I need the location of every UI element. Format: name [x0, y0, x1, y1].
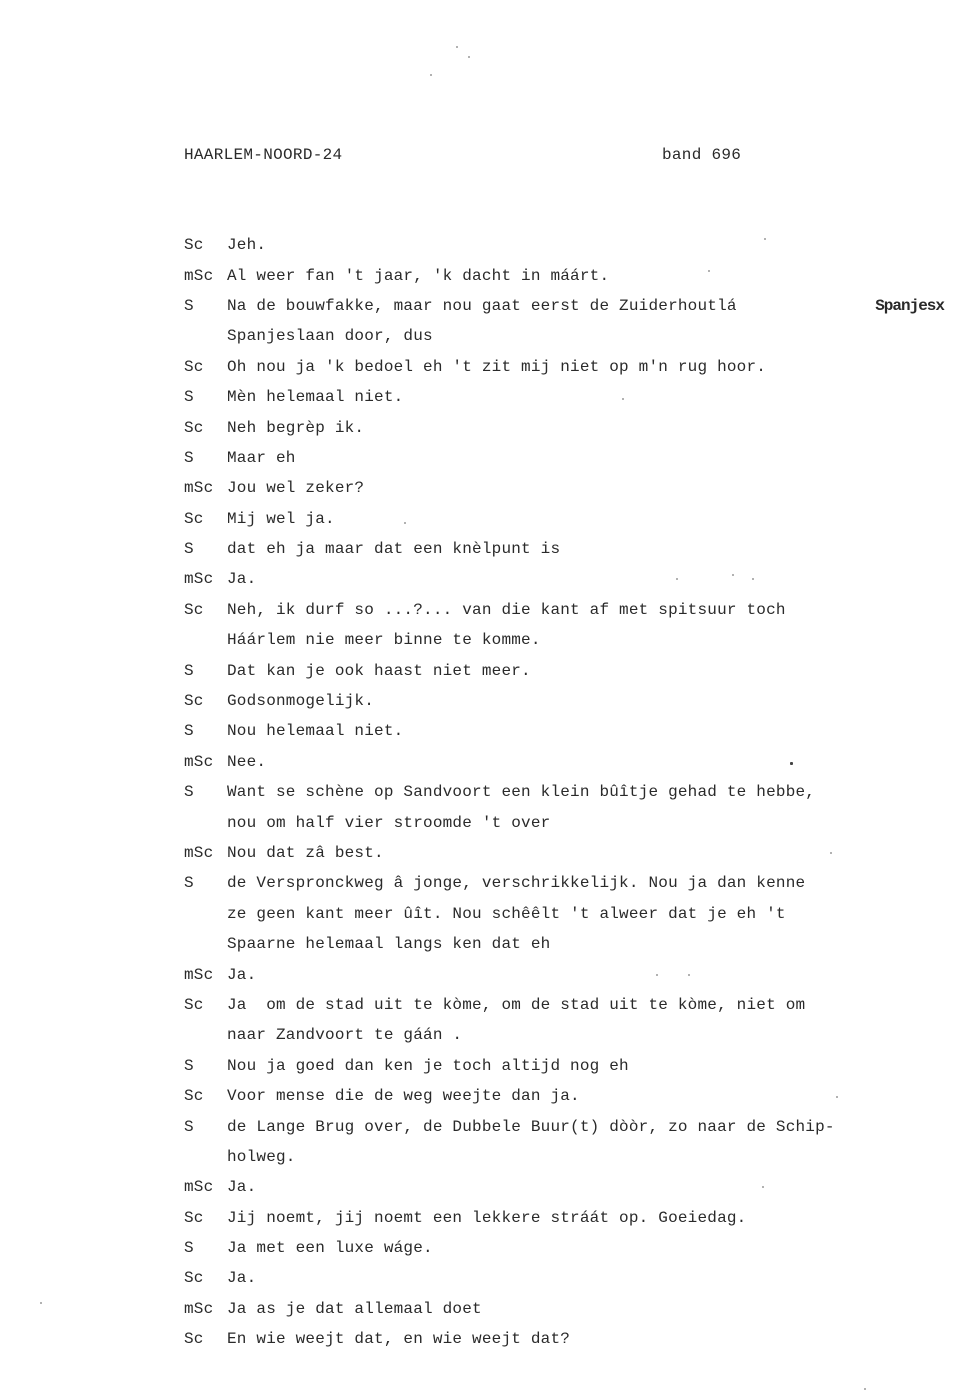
utterance-text: Nou dat zâ best.	[227, 844, 384, 862]
scan-speck	[764, 238, 766, 240]
speaker-label: S	[184, 1056, 194, 1075]
transcript-line	[184, 534, 944, 564]
transcript-line	[184, 382, 944, 412]
document-title: HAARLEM-NOORD-24	[184, 146, 343, 164]
speaker-label: mSc	[184, 752, 214, 771]
transcript-line	[184, 1172, 944, 1202]
transcript-line	[184, 868, 944, 898]
transcript-line	[184, 1111, 944, 1141]
speaker-label: Sc	[184, 418, 204, 437]
transcript-line	[184, 321, 944, 351]
speaker-label: S	[184, 448, 194, 467]
speaker-label: mSc	[184, 570, 214, 589]
utterance-text: Spaarne helemaal langs ken dat eh	[227, 935, 551, 954]
transcript-line	[184, 686, 944, 716]
transcript-line	[184, 1051, 944, 1081]
scan-speck	[468, 56, 470, 58]
speaker-label: mSc	[184, 1178, 214, 1197]
scan-speck	[456, 46, 458, 48]
scan-speck	[752, 578, 754, 580]
transcript-line	[184, 412, 944, 442]
utterance-text: Ja om de stad uit te kòme, om de stad uit te kòme, niet om	[227, 995, 806, 1014]
utterance-text: ze geen kant meer ûît. Nou schêêlt 't alweer dat je eh 't	[227, 904, 786, 923]
utterance-text: Nou helemaal niet.	[227, 722, 404, 741]
utterance-text: Mij wel ja.	[227, 509, 335, 528]
transcript-line	[184, 747, 944, 777]
transcript-line	[184, 352, 944, 382]
speaker-label: Sc	[184, 600, 204, 619]
utterance-text: Al weer fan 't jaar, 'k dacht in máárt.	[227, 266, 610, 285]
utterance-text: Jij noemt, jij noemt een lekkere stráát op. Goeiedag.	[227, 1208, 747, 1227]
utterance-text: Ja.	[227, 570, 257, 589]
scan-speck	[656, 974, 658, 976]
utterance-text: Ja.	[227, 1178, 257, 1197]
utterance-text: Ja.	[227, 1269, 257, 1288]
utterance-text: Voor mense die de weg weejte dan ja.	[227, 1087, 580, 1106]
speaker-label: Sc	[184, 1208, 204, 1227]
speaker-label: Sc	[184, 1269, 204, 1288]
utterance-text: Ja met een luxe wáge.	[227, 1239, 433, 1258]
transcript-line	[184, 564, 944, 594]
transcript-line	[184, 625, 944, 655]
speaker-label: Sc	[184, 509, 204, 528]
utterance-text: Oh nou ja 'k bedoel eh 't zit mij niet op m'n rug hoor.	[227, 357, 767, 376]
scan-speck	[864, 1388, 866, 1390]
transcript-line	[184, 291, 944, 321]
struck-out-text: Spanjesx	[875, 296, 944, 315]
speaker-label: S	[184, 388, 194, 407]
utterance-text: Jeh.	[227, 236, 267, 255]
speaker-label: S	[184, 1117, 194, 1136]
scan-speck	[708, 270, 710, 272]
transcript-line	[184, 504, 944, 534]
utterance-text: Maar eh	[227, 448, 296, 467]
speaker-label: Sc	[184, 357, 204, 376]
utterance-text: Mèn helemaal niet.	[227, 388, 404, 407]
transcript-line	[184, 1142, 944, 1172]
scan-speck	[836, 1096, 838, 1098]
scan-speck	[404, 522, 406, 524]
speaker-label: mSc	[184, 479, 214, 498]
speaker-label: Sc	[184, 995, 204, 1014]
transcript-line	[184, 990, 944, 1020]
scan-speck	[790, 762, 793, 765]
speaker-label: Sc	[184, 692, 204, 711]
speaker-label: Sc	[184, 1330, 204, 1349]
utterance-text: de Lange Brug over, de Dubbele Buur(t) dòòr, zo naar de Schip-	[227, 1117, 835, 1136]
transcript-line	[184, 443, 944, 473]
utterance-text: Neh begrèp ik.	[227, 418, 365, 437]
transcript-line	[184, 655, 944, 685]
utterance-text: Jou wel zeker?	[227, 479, 365, 498]
transcript-line	[184, 899, 944, 929]
transcript-line	[184, 1020, 944, 1050]
utterance-text: Ja.	[227, 965, 257, 984]
utterance-text: dat eh ja maar dat een knèlpunt is	[227, 540, 561, 559]
transcript-line	[184, 595, 944, 625]
utterance-text: naar Zandvoort te gáán .	[227, 1026, 463, 1045]
speaker-label: S	[184, 783, 194, 802]
scan-speck	[430, 74, 432, 76]
speaker-label: Sc	[184, 1087, 204, 1106]
utterance-text: Nou ja goed dan ken je toch altijd nog eh	[227, 1056, 629, 1075]
speaker-label: S	[184, 1239, 194, 1258]
scan-speck	[762, 1186, 764, 1188]
utterance-text: Dat kan je ook haast niet meer.	[227, 661, 531, 680]
utterance-text: nou om half vier stroomde 't over	[227, 813, 551, 832]
speaker-label: S	[184, 540, 194, 559]
speaker-label: S	[184, 722, 194, 741]
utterance-text: Want se schène op Sandvoort een klein bûîtje gehad te hebbe,	[227, 783, 816, 802]
scan-speck	[622, 398, 624, 400]
transcript-line	[184, 260, 944, 290]
utterance-text: Spanjeslaan door, dus	[227, 327, 433, 346]
utterance-text: holweg.	[227, 1147, 296, 1166]
transcript-line	[184, 1081, 944, 1111]
transcript-line	[184, 1203, 944, 1233]
utterance-text: En wie weejt dat, en wie weejt dat?	[227, 1330, 571, 1349]
transcript-line	[184, 1233, 944, 1263]
scan-speck	[688, 974, 690, 976]
utterance-text: Ja as je dat allemaal doet	[227, 1299, 482, 1318]
speaker-label: mSc	[184, 965, 214, 984]
scan-speck	[40, 1302, 42, 1304]
speaker-label: Sc	[184, 236, 204, 255]
transcript-line	[184, 777, 944, 807]
speaker-label: mSc	[184, 1299, 214, 1318]
scan-speck	[676, 578, 678, 580]
speaker-label: S	[184, 661, 194, 680]
speaker-label: mSc	[184, 266, 214, 285]
utterance-text: Godsonmogelijk.	[227, 692, 375, 711]
transcript-line	[184, 716, 944, 746]
transcript-line	[184, 1324, 944, 1354]
transcript-line	[184, 959, 944, 989]
utterance-text: Nee.	[227, 752, 267, 771]
speaker-label: mSc	[184, 844, 214, 862]
transcript-line	[184, 230, 944, 260]
scan-speck	[830, 852, 832, 854]
utterance-text: Na de bouwfakke, maar nou gaat eerst de Zuiderhoutlá	[227, 296, 747, 315]
band-number: band 696	[662, 146, 742, 164]
transcript-line	[184, 473, 944, 503]
utterance-text: de Verspronckweg â jonge, verschrikkelijk. Nou ja dan kenne	[227, 874, 806, 893]
transcript-line	[184, 1263, 944, 1293]
speaker-label: S	[184, 296, 194, 315]
transcript-line	[184, 1294, 944, 1324]
utterance-text: Neh, ik durf so ...?... van die kant af met spitsuur toch	[227, 600, 786, 619]
transcript-line	[184, 929, 944, 959]
scan-speck	[732, 574, 734, 576]
speaker-label: S	[184, 874, 194, 893]
transcript-line	[184, 807, 944, 837]
transcript-body	[184, 230, 944, 1354]
utterance-text: Háárlem nie meer binne te komme.	[227, 631, 541, 650]
